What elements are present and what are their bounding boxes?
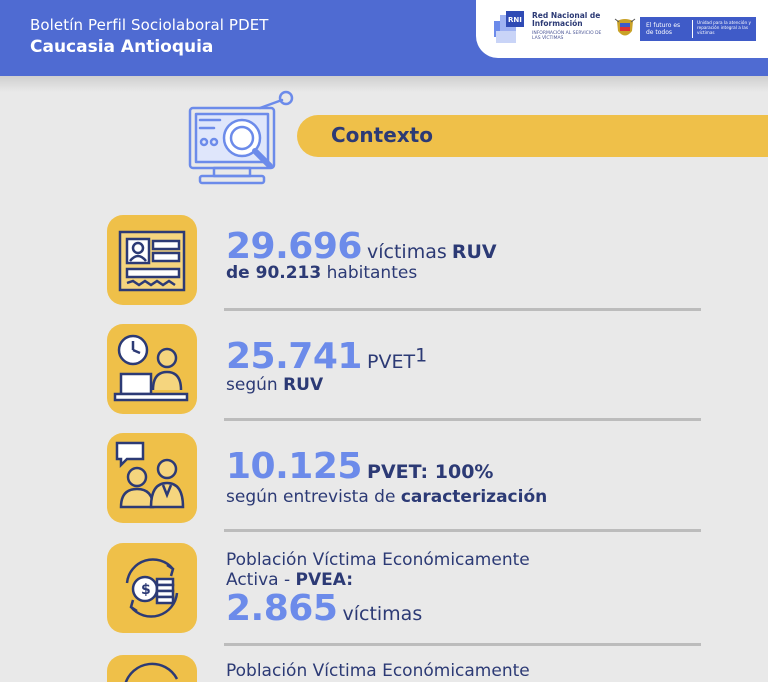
characterization-label: según entrevista de	[226, 487, 396, 507]
divider	[224, 643, 701, 646]
pvet-footnote: 1	[415, 344, 428, 367]
stat-pvet-characterization	[226, 446, 547, 507]
stat-next	[226, 661, 530, 681]
pvet-source-label: según	[226, 375, 278, 395]
id-card-icon	[107, 215, 197, 305]
population-total: de 90.213	[226, 263, 322, 283]
unit-name: Unidad para la atención y reparación integral a las víctimas	[697, 20, 751, 35]
victims-unit: víctimas	[367, 241, 447, 263]
worker-clock-icon	[107, 324, 197, 414]
stat-pvet-ruv	[226, 336, 427, 395]
pvet-source: RUV	[283, 375, 324, 395]
rni-logo-icon	[492, 11, 528, 45]
divider	[224, 308, 701, 311]
pvea-unit: víctimas	[342, 603, 423, 625]
bulletin-title: Caucasia Antioquia	[30, 37, 214, 57]
rni-tagline: INFORMACIÓN AL SERVICIO DE LAS VÍCTIMAS	[532, 31, 602, 41]
rni-title: Red Nacional de Información	[532, 11, 601, 28]
government-logo	[640, 17, 756, 41]
next-stat-icon	[107, 655, 197, 682]
divider	[224, 418, 701, 421]
stat-victims-ruv	[226, 226, 497, 283]
characterization-pvet: PVET: 100%	[367, 461, 494, 483]
gov-slogan: El futuro es de todos	[646, 22, 681, 36]
characterization-number: 10.125	[226, 446, 362, 487]
population-label: habitantes	[326, 263, 418, 283]
pvea-title-bold: PVEA:	[295, 570, 353, 590]
pvet-number: 25.741	[226, 336, 362, 377]
next-title-line1: Población Víctima Económicamente	[226, 661, 530, 681]
header-bar	[0, 0, 768, 76]
pvet-unit: PVET	[367, 351, 416, 373]
monitor-search-icon	[186, 88, 298, 200]
money-cycle-icon	[107, 543, 197, 633]
section-title: Contexto	[331, 123, 433, 147]
stat-pvea	[226, 550, 530, 629]
logo-panel	[476, 0, 768, 58]
header-shadow	[0, 76, 768, 92]
divider	[224, 529, 701, 532]
bulletin-subtitle: Boletín Perfil Sociolaboral PDET	[30, 16, 269, 34]
pvea-title-line2: Activa -	[226, 570, 291, 590]
victims-unit-bold: RUV	[451, 241, 497, 263]
pvea-number: 2.865	[226, 588, 338, 629]
section-header	[297, 115, 768, 157]
characterization-bold: caracterización	[400, 487, 548, 507]
victims-number: 29.696	[226, 226, 362, 267]
coat-of-arms-icon	[614, 17, 636, 41]
gov-separator	[692, 20, 693, 38]
pvea-title-line1: Población Víctima Económicamente	[226, 550, 530, 570]
rni-mark: RNI	[508, 16, 522, 24]
interview-icon	[107, 433, 197, 523]
svg-text:$: $	[141, 582, 151, 598]
